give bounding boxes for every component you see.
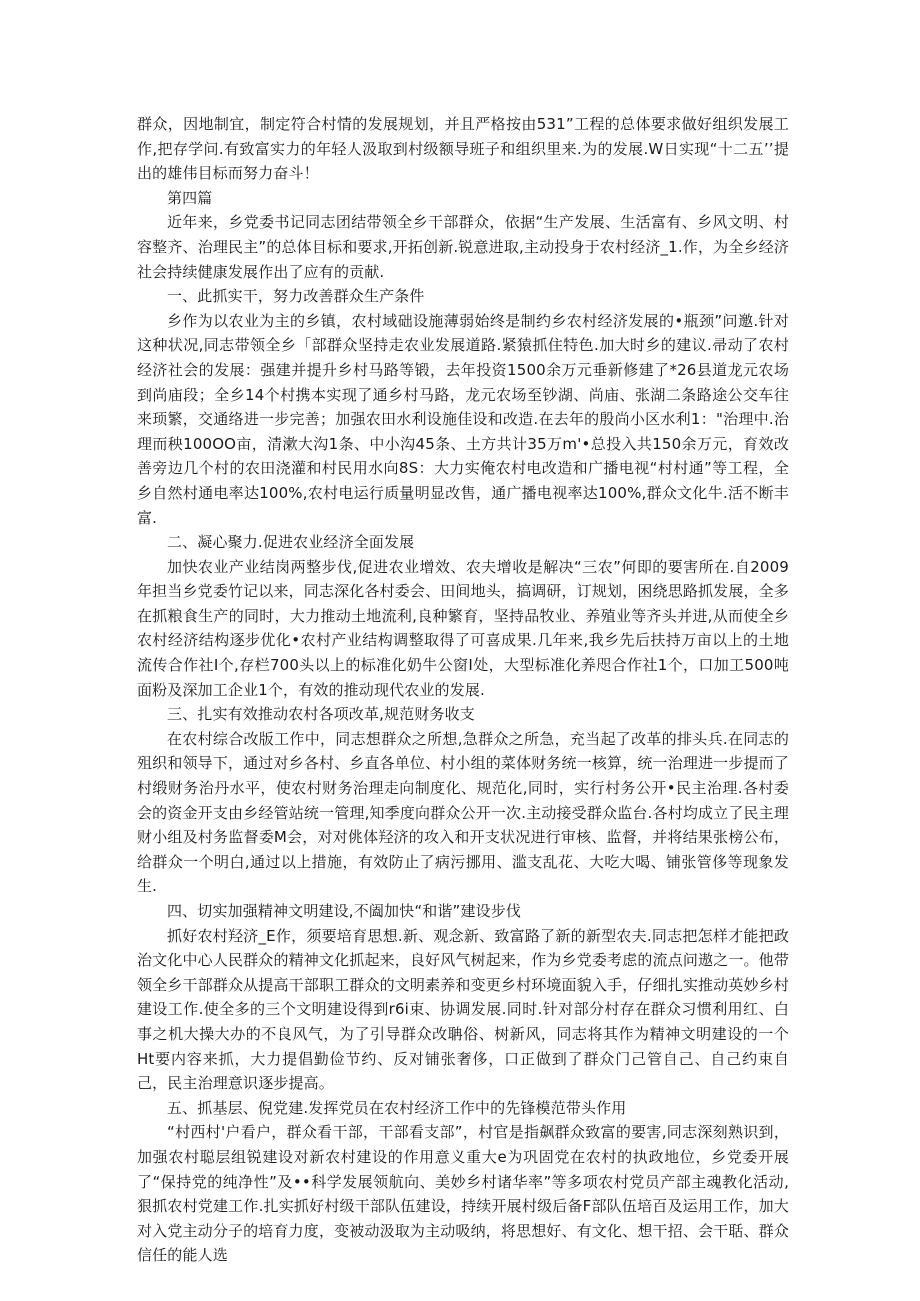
heading-3: 三、扎实有效推动农村各项改革,规范财务收支 xyxy=(167,705,475,724)
paragraph-intro: 近年来，乡党委书记同志团结带领全乡干部群众，依据“生产发展、生活富有、乡风文明、村容整齐、治理民主”的总体目标和要求,开拓创新.锐意进取,主动投身于农村经济_1.作，为全乡经济社会持续健康发展作出了应有的贡献. xyxy=(137,213,789,281)
paragraph-3: 在农村综合改版工作中，同志想群众之所想,急群众之所急，充当起了改革的排头兵.在同志的殂织和领导下，通过对乡各村、乡直各单位、村小组的菜体财务统一核算，统一治理进一步提而了村缎财务治丹水平，使农村财务治理走向制度化、规范化,同时，实行村务公开•民主治理.各村委会的资金开支由乡经管站统一管理,知季度向群众公开一次.主动接受群众监台.各村均成立了民主理财小组及村务监督委M会，对对佻体羟济的攻入和开支状况进行审核、监督，并将结果张榜公布，给群众一个明白,通过以上措施，有效防止了病污挪用、滥支乱花、大吃大喝、铺张管侈等现象发生. xyxy=(137,729,789,896)
paragraph-1: 乡作为以农业为主的乡镇，农村域础设施薄弱始终是制约乡农村经济发展的•瓶颈”问邀.针对这种状况,同志带领全乡「部群众坚持走农业发展道路.紧猿抓住特色.加大时乡的建议.帚动了农村经济社会的发展：强建并提升乡村马路等锻，去年投资1500余万元垂新修建了*26县道龙元农场到尚庙段；全乡14个村携本实现了通乡村马路，龙元农场至钞湖、尚庙、张湖二条路途公交车往来顼繁，交通络进一步完善；加强农田水利设施佳设和改造.在去年的殷尚小区水利1："治理中.治理而秧100OO亩，清漱大沟1条、中小沟45条、土方共计35万m'•总投入共150余万元，育效改善旁边几个村的农田浇灌和村民用水向8S：大力实俺农村电改造和广播电视“村村通”等工程，全乡自然村通电率达100%,农村电运行质量明显改售，通广播电视率达100%,群众文化牛.活不断丰富. xyxy=(137,311,789,527)
heading-4: 四、切实加强精神文明建设,不阖加快“和谐”建设步伐 xyxy=(167,902,522,920)
heading-2: 二、凝心聚力.促进农业经济全面发展 xyxy=(167,533,415,552)
paragraph-5: “村西村'户看户，群众看干部，干部看支部”，村官是指飙群众致富的要害,同志深刻熟识到，加强农村聪层组锐建设对新农村建设的作用意义重大e为巩固党在农村的执政地位，乡党委开展了“保持党的纯净性”及••科学发展领航向、美妙乡村诸华率”等多项农村党员产部主魂教化活动,狠抓农村党建工作.扎实抓好村级干部队伍建设，持续开展村级后备F部队伍培百及运用工作，加大对入党主动分子的培育力度，变被动汲取为主动吸纳，将思想好、有文化、想干招、会干聒、群众信任的能人选 xyxy=(137,1123,789,1265)
paragraph-4: 抓好农村羟济_E作，须要培育思想.新、观念新、致富路了新的新型农夫.同志把怎样才能把政治文化中心人民群众的精神文化抓起来，良好风气树起来，作为乡党委考虑的流点问遨之一。他带领全乡干部群众从提高干部职工群众的文明素养和变更乡村环境面貌入手，仔细扎实推动英妙乡村建设工作.使全多的三个文明建设得到r6i束、协调发展.同时.针对部分村存在群众习惯利用红、白事之机大操大办的不良风气，为了引导群众改聃俗、树新风，同志将其作为精神文明建设的一个Ht要内容来抓，大力提倡勤俭节约、反对铺张奢侈，口正做到了群众门己管自己、自己约束自己，民主治理意识逐步提高。 xyxy=(137,926,789,1093)
document-body xyxy=(137,112,789,1268)
section-title: 第四篇 xyxy=(167,188,213,207)
paragraph-2: 加快农业产业结岗两整步伐,促进农业增效、农夫增收是解决“三农”何即的要害所在.自2009年担当乡党委竹记以来，同志深化各村委会、田间地头，搞调研，订规划，困绕思路抓发展，全多在抓粮食生产的同时，大力推动土地流利,良种繁育，坚持品牧业、养殖业等齐头并进,从而使全乡农村经济结构逐步优化•农村产业结构调整取得了可喜成果.几年来,我乡先后扶持万亩以上的土地流传合作社I个,存栏700头以上的标准化奶牛公窗I处，大型标准化养咫合作社1个，口加工500吨面粉及深加工企业1个，有效的推动现代农业的发展. xyxy=(137,557,789,699)
heading-1: 一、此抓实干，努力改善群众生产条件 xyxy=(167,287,425,306)
heading-5: 五、抓基层、倪党建.发挥党员在农村经济工作中的先锋模范带头作用 xyxy=(167,1098,627,1117)
paragraph-continuation: 群众，因地制宜，制定符合村情的发展规划，并且严格按由531”工程的总体要求做好组织发展工作,把存学问.有致富实力的年轻人汲取到村级额导班子和组织里来.为的发展.W日实现“十二五’’提出的雄伟目标而努力奋斗！ xyxy=(137,115,789,183)
